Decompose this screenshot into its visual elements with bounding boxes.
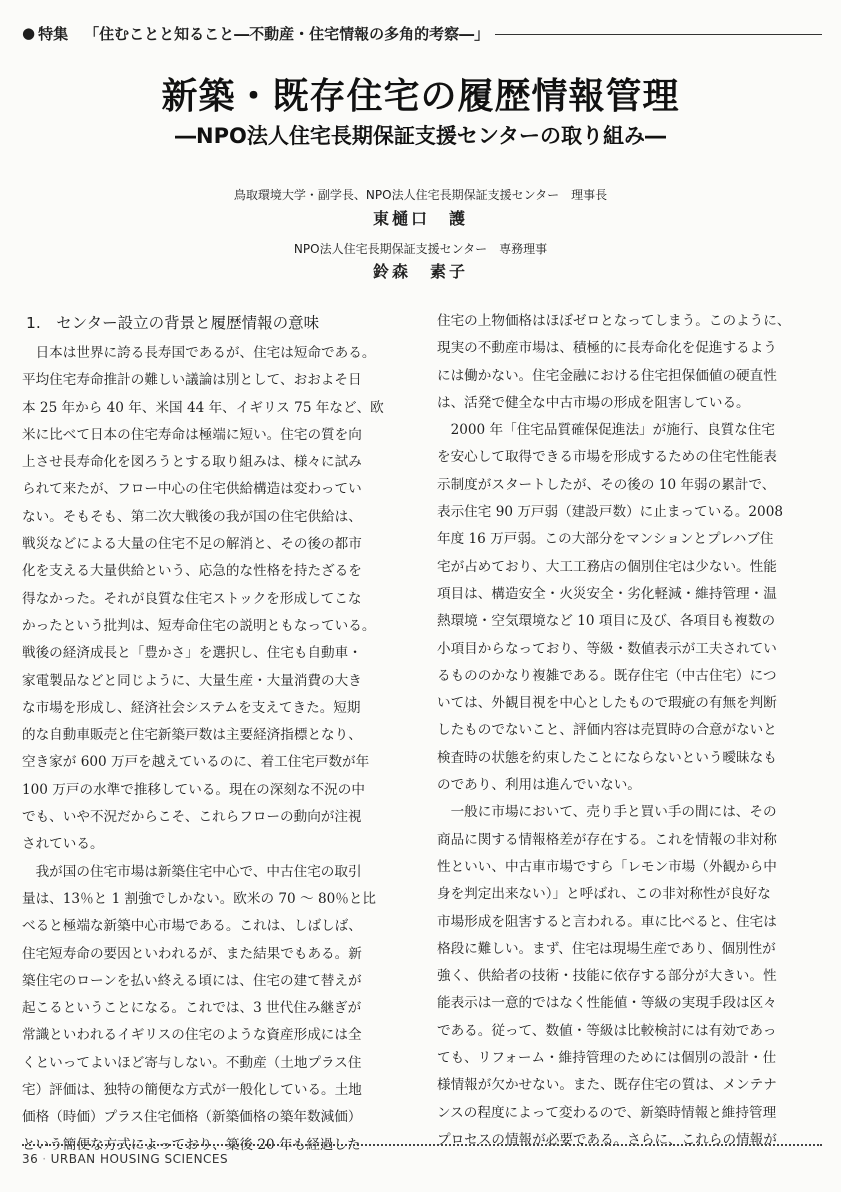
- body-text-line: 検査時の状態を約束したことにならないという曖昧なも: [437, 749, 777, 766]
- body-text-line: 価格（時価）プラス住宅価格（新築価格の築年数減価）: [22, 1109, 362, 1126]
- body-text-line: 本 25 年から 40 年、米国 44 年、イギリス 75 年など、欧: [22, 399, 384, 416]
- body-text-line: という簡便な方式によっており、築後 20 年も経過した: [22, 1136, 361, 1153]
- body-text-line: るもののかなり複雑である。既存住宅（中古住宅）につ: [437, 667, 777, 684]
- body-text-line: 平均住宅寿命推計の難しい議論は別として、おおよそ日: [22, 372, 362, 389]
- body-text-line: 戦後の経済成長と「豊かさ」を選択し、住宅も自動車・: [22, 645, 362, 662]
- body-text-line: 様情報が欠かせない。また、既存住宅の質は、メンテナ: [437, 1077, 777, 1094]
- footer-divider: [22, 1144, 822, 1146]
- body-text-line: な市場を形成し、経済社会システムを支えてきた。短期: [22, 699, 361, 716]
- author-affiliation: NPO法人住宅長期保証支援センター 専務理事: [293, 242, 548, 256]
- body-text-line: かったという批判は、短寿命住宅の説明ともなっている。: [22, 617, 376, 634]
- body-text-line: 市場形成を阻害すると言われる。車に比べると、住宅は: [437, 913, 777, 930]
- body-text-line: 能表示は一意的ではなく性能値・等級の実現手段は区々: [437, 995, 777, 1012]
- author-name: 鈴森 素子: [372, 262, 468, 281]
- body-text-line: されている。: [22, 836, 104, 853]
- body-text-line: ても、リフォーム・維持管理のためには個別の設計・仕: [437, 1050, 777, 1067]
- body-text-line: を安心して取得できる市場を形成するための住宅性能表: [437, 449, 777, 466]
- body-text-line: 戦災などによる大量の住宅不足の解消と、その後の都市: [22, 536, 362, 553]
- body-text-line: 家電製品などと同じように、大量生産・大量消費の大き: [22, 672, 362, 689]
- left-column: [22, 308, 407, 1159]
- body-text-line: いては、外観目視を中心としたもので瑕疵の有無を判断: [437, 695, 777, 712]
- right-column: [437, 308, 822, 1154]
- footer-separator: ·: [42, 1152, 47, 1166]
- header-rule: [495, 34, 822, 35]
- body-text-line: 商品に関する情報格差が存在する。これを情報の非対称: [437, 831, 777, 848]
- body-text-line: べると極端な新築中心市場である。これは、しばしば、: [22, 918, 362, 935]
- section-heading: 1. センター設立の背景と履歴情報の意味: [26, 314, 320, 332]
- body-text-line: には働かない。住宅金融における住宅担保価値の硬直性: [437, 367, 777, 384]
- body-text-line: 日本は世界に誇る長寿国であるが、住宅は短命である。: [22, 345, 376, 361]
- body-text-line: でも、いや不況だからこそ、これらフローの動向が注視: [22, 809, 362, 826]
- body-text-line: 格段に難しい。まず、住宅は現場生産であり、個別性が: [437, 940, 776, 957]
- body-text-line: 示制度がスタートしたが、その後の 10 年弱の累計で、: [437, 476, 776, 493]
- body-text-line: 宅が占めており、大工工務店の個別住宅は少ない。性能: [437, 558, 777, 575]
- body-text-line: ンスの程度によって変わるので、新築時情報と維持管理: [437, 1104, 777, 1121]
- body-text-line: は、活発で健全な中古市場の形成を阻害している。: [437, 394, 750, 411]
- page-footer: [22, 1152, 228, 1166]
- article-subtitle: ―NPO法人住宅長期保証支援センターの取り組み―: [175, 124, 666, 148]
- body-text-line: 上させ長寿命化を図ろうとする取り組みは、様々に試み: [22, 454, 362, 471]
- article-title: 新築・既存住宅の履歴情報管理: [161, 76, 680, 117]
- body-text-line: くといってよいほど寄与しない。不動産（土地プラス住: [22, 1054, 362, 1071]
- body-text-line: のであり、利用は進んでいない。: [437, 777, 641, 794]
- author-affiliation: 鳥取環境大学・副学長、NPO法人住宅長期保証支援センター 理事長: [233, 188, 608, 202]
- body-text-line: 量は、13％と 1 割強でしかない。欧米の 70 ～ 80％と比: [22, 890, 377, 907]
- bullet-icon: ●: [22, 24, 36, 42]
- body-text-line: プロセスの情報が必要である。さらに、これらの情報が: [437, 1131, 777, 1148]
- body-text-line: 米に比べて日本の住宅寿命は極端に短い。住宅の質を向: [22, 426, 362, 443]
- body-text-line: 住宅の上物価格はほぼゼロとなってしまう。このように、: [437, 313, 791, 329]
- body-text-line: 熱環境・空気環境など 10 項目に及び、各項目も複数の: [437, 613, 776, 630]
- page-number: 36: [22, 1152, 39, 1166]
- body-text-line: 常識といわれるイギリスの住宅のような資産形成には全: [22, 1027, 362, 1044]
- body-text-line: 起こるということになる。これでは、3 世代住み継ぎが: [22, 1000, 362, 1017]
- body-text-line: 的な自動車販売と住宅新築戸数は主要経済指標となり、: [22, 727, 362, 744]
- body-text-line: 身を判定出来ない）」と呼ばれ、この非対称性が良好な: [437, 886, 771, 903]
- body-text-line: 表示住宅 90 万戸弱（建設戸数）に止まっている。2008: [437, 504, 784, 521]
- body-text-line: 項目は、構造安全・火災安全・劣化軽減・維持管理・温: [437, 585, 777, 602]
- feature-header: [22, 22, 822, 44]
- body-text-line: ない。そもそも、第二次大戦後の我が国の住宅供給は、: [22, 508, 362, 525]
- body-text-line: 現実の不動産市場は、積極的に長寿命化を促進するよう: [437, 340, 777, 357]
- body-text-line: 築住宅のローンを払い終える頃には、住宅の建て替えが: [22, 972, 362, 989]
- body-text-line: 性といい、中古車市場ですら「レモン市場（外観から中: [437, 858, 777, 875]
- body-text-line: 空き家が 600 万戸を越えているのに、着工住宅戸数が年: [22, 754, 370, 771]
- body-text-line: 2000 年「住宅品質確保促進法」が施行、良質な住宅: [437, 422, 775, 439]
- body-text-line: 得なかった。それが良質な住宅ストックを形成してこな: [22, 590, 362, 607]
- author-name: 東樋口 護: [372, 209, 468, 228]
- body-text-line: 化を支える大量供給という、応急的な性格を持たざるを: [22, 563, 362, 580]
- feature-label: 特集: [38, 24, 69, 43]
- journal-name: URBAN HOUSING SCIENCES: [50, 1152, 229, 1166]
- body-text-line: したものでないこと、評価内容は売買時の合意がないと: [437, 722, 777, 739]
- body-text-line: 100 万戸の水準で推移している。現在の深刻な不況の中: [22, 781, 365, 798]
- body-text-line: である。従って、数値・等級は比較検討には有効であっ: [437, 1022, 777, 1039]
- body-text-line: 強く、供給者の技術・技能に依存する部分が大きい。性: [437, 968, 777, 985]
- body-text-line: 小項目からなっており、等級・数値表示が工夫されてい: [437, 640, 777, 657]
- body-text-line: 我が国の住宅市場は新築住宅中心で、中古住宅の取引: [22, 863, 362, 880]
- body-text-line: 一般に市場において、売り手と買い手の間には、その: [437, 804, 777, 821]
- body-text-line: 年度 16 万戸弱。この大部分をマンションとプレハブ住: [437, 531, 774, 548]
- body-text-line: られて来たが、フロー中心の住宅供給構造は変わってい: [22, 481, 362, 498]
- body-text-line: 宅）評価は、独特の簡便な方式が一般化している。土地: [22, 1082, 362, 1099]
- feature-topic: 「住むことと知ること―不動産・住宅情報の多角的考察―」: [84, 24, 490, 43]
- body-text-line: 住宅短寿命の要因といわれるが、また結果でもある。新: [22, 945, 362, 962]
